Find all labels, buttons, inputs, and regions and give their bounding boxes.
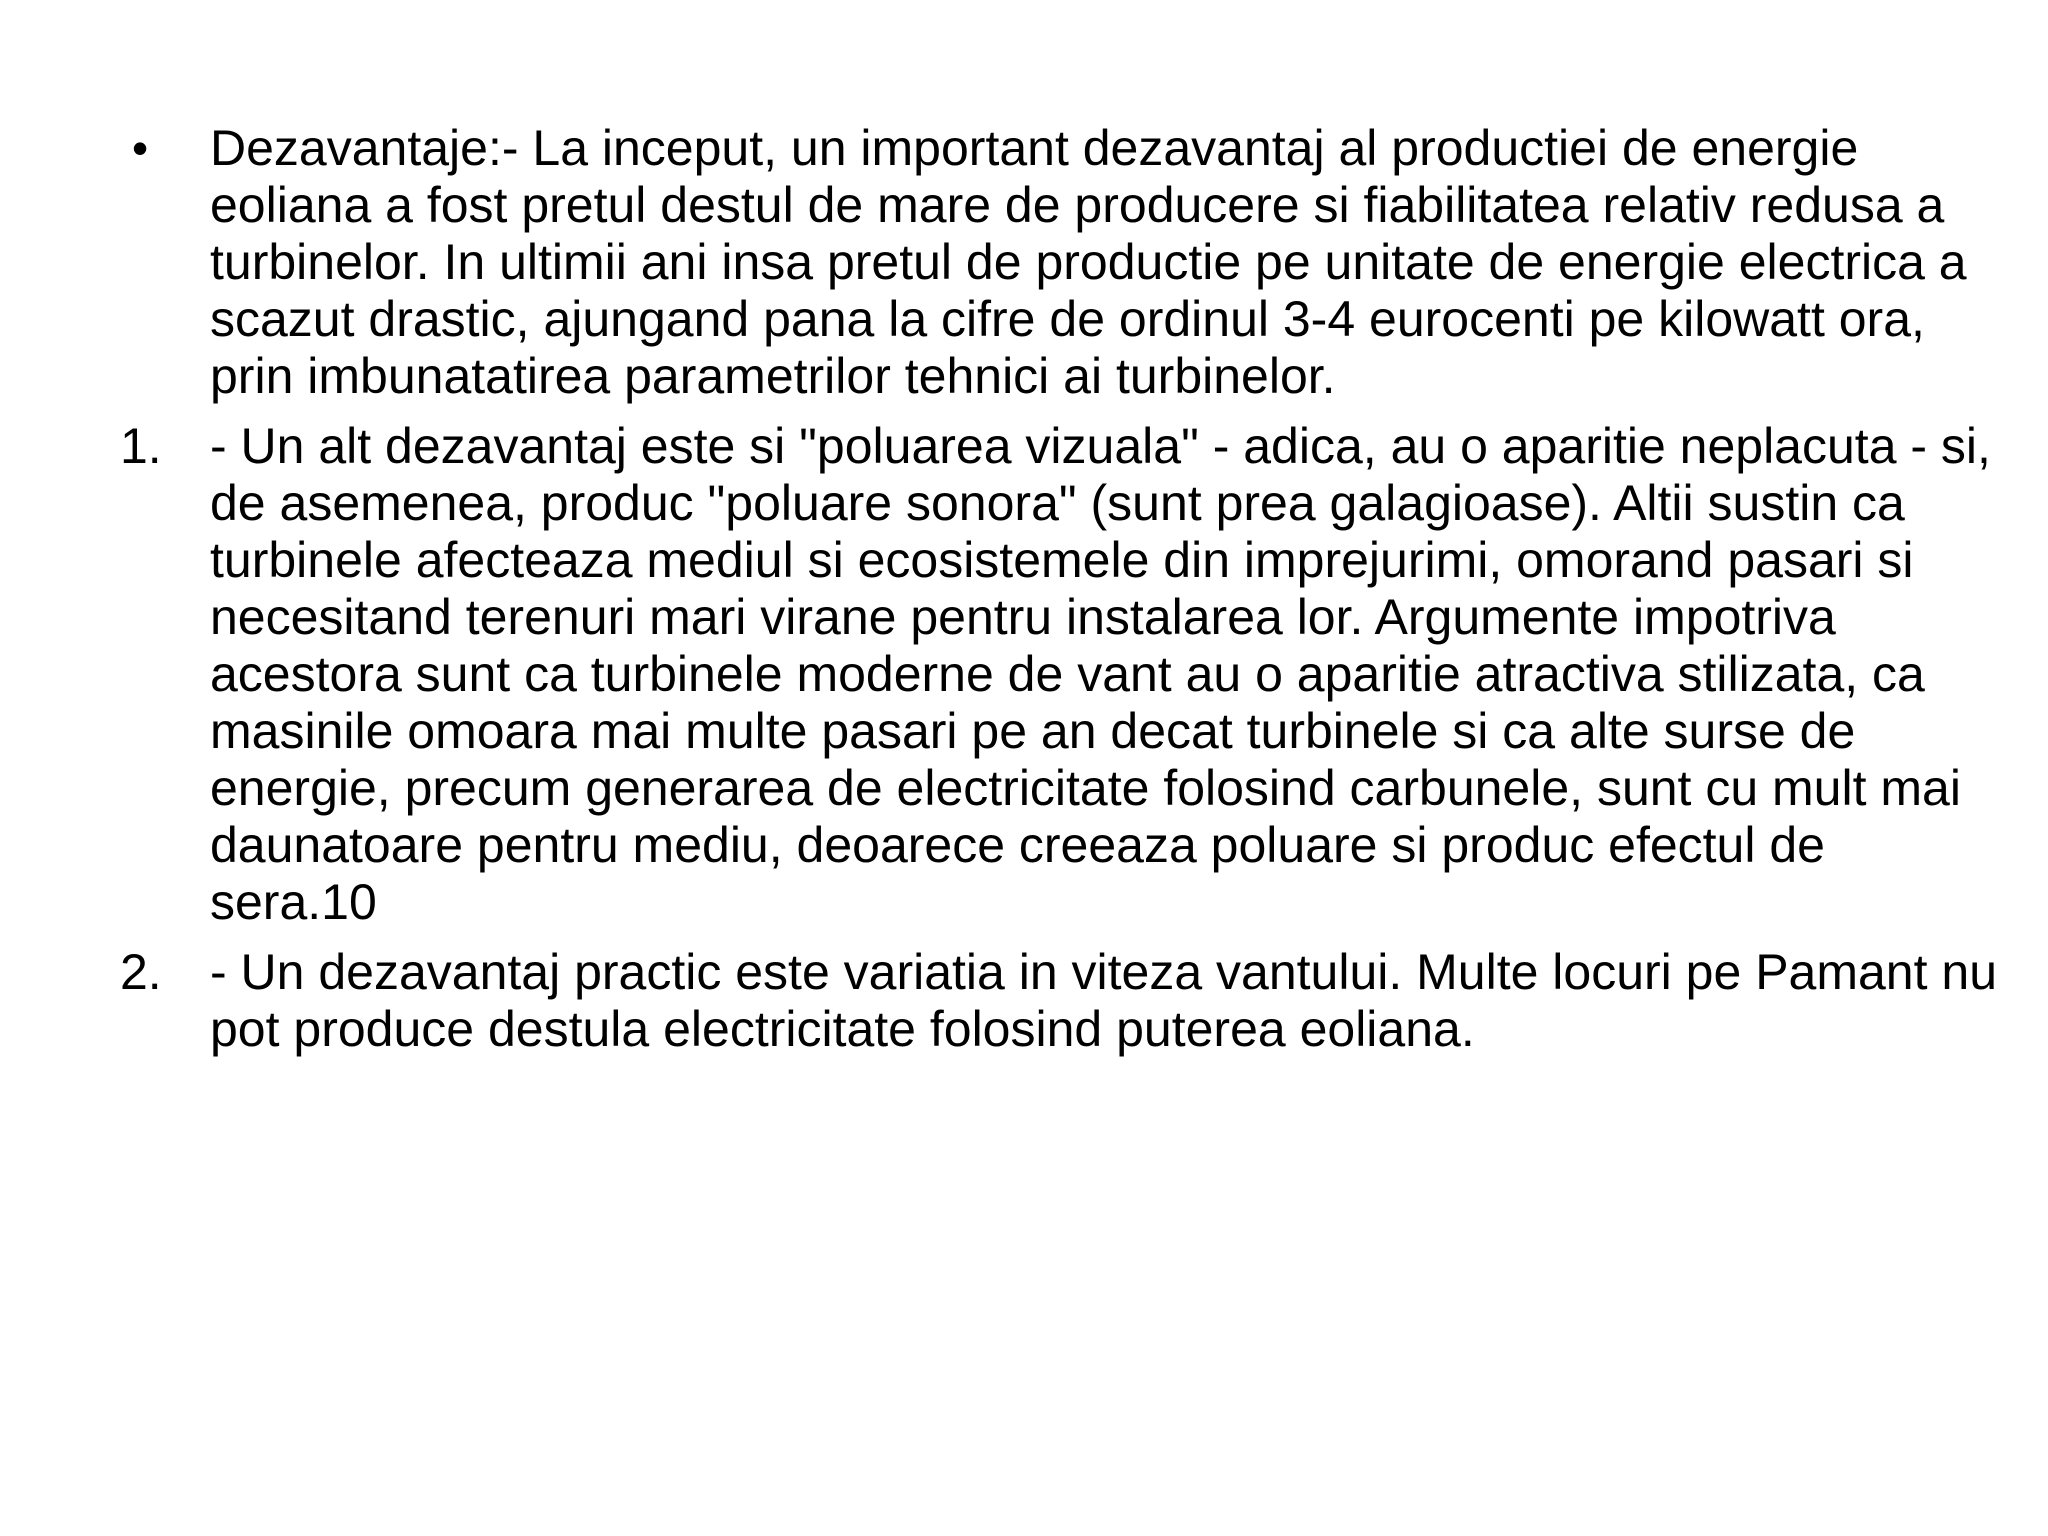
list-item-text: Dezavantaje:- La inceput, un important dezavantaj al productiei de energie eoliana a fost pretul destul de mare de producere si fiabilitatea relativ redusa a turbinelor. In ultimii ani insa pretul de productie pe unitate de energie electrica a scazut drastic, ajungand pana la cifre de ordinul 3-4 eurocenti pe kilowatt ora, prin imbunatatirea parametrilor tehnici ai turbinelor. [210,120,1967,404]
bullet-marker: • [132,122,149,174]
list-item-bullet [120,120,2000,405]
slide-body [120,120,2000,1071]
list-item-2 [120,944,2000,1058]
list-item-1 [120,418,2000,931]
list-item-text: - Un dezavantaj practic este variatia in viteza vantului. Multe locuri pe Pamant nu pot produce destula electricitate folosind puterea eoliana. [210,944,1998,1057]
list-item-text: - Un alt dezavantaj este si "poluarea vizuala" - adica, au o aparitie neplacuta - si, de asemenea, produc "poluare sonora" (sunt prea galagioase). Altii sustin ca turbinele afecteaza mediul si ecosistemele din imprejurimi, omorand pasari si necesitand terenuri mari virane pentru instalarea lor. Argumente impotriva acestora sunt ca turbinele moderne de vant au o aparitie atractiva stilizata, ca masinile omoara mai multe pasari pe an decat turbinele si ca alte surse de energie, precum generarea de electricitate folosind carbunele, sunt cu mult mai daunatoare pentru mediu, deoarece creeaza poluare si produc efectul de sera.10 [210,418,1991,930]
number-marker: 2. [120,944,162,1000]
number-marker: 1. [120,418,162,474]
